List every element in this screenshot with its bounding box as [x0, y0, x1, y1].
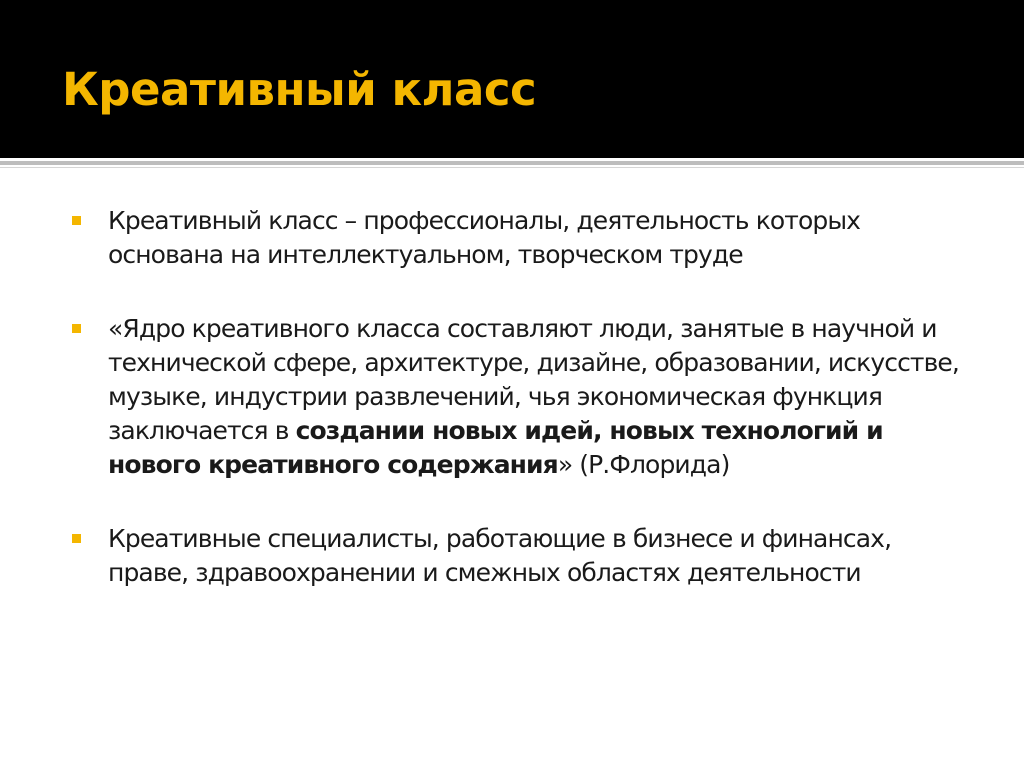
bullet-text: Креативные специалисты, работающие в бизнесе и финансах, праве, здравоохранении и смежных областях деятельности	[108, 524, 892, 587]
bullet-square-icon	[72, 534, 81, 543]
bullet-text: «Ядро креативного класса составляют люди, занятые в научной и технической сфере, архитектуре, дизайне, образовании, искусстве, музыке, индустрии развлечений, чья экономическая функция заключается в	[108, 314, 959, 445]
title-divider	[0, 161, 1024, 165]
bullet-text-bold: создании новых идей, новых технологий и нового креативного содержания	[108, 416, 883, 479]
bullet-list	[66, 204, 966, 590]
bullet-text-citation: » (Р.Флорида)	[557, 450, 730, 479]
bullet-square-icon	[72, 324, 81, 333]
bullet-item-2	[66, 312, 966, 482]
bullet-text: Креативный класс – профессионалы, деятельность которых основана на интеллектуальном, творческом труде	[108, 206, 861, 269]
bullet-item-1	[66, 204, 966, 272]
title-divider-thin	[0, 167, 1024, 168]
title-bar	[0, 0, 1024, 158]
bullet-square-icon	[72, 216, 81, 225]
slide-title: Креативный класс	[62, 63, 537, 116]
bullet-item-3	[66, 522, 966, 590]
